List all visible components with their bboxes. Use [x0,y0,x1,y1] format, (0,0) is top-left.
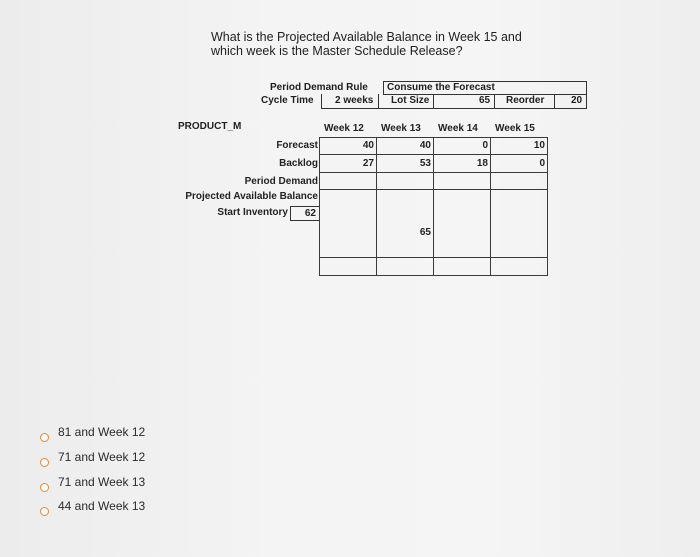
rule-border [378,94,379,109]
backlog-week13: 53 [419,158,431,169]
row-label-projected-balance: Projected Available Balance [185,191,318,202]
grid-line [490,137,491,276]
period-demand-rule-value: Consume the Forecast [387,82,495,93]
lot-size-label: Lot Size [391,95,430,106]
forecast-week13: 40 [419,140,431,151]
row-label-start-inventory: Start Inventory [217,207,288,218]
week-header: Week 13 [381,123,421,134]
answer-option-label: 71 and Week 13 [58,475,146,489]
row-label-forecast: Forecast [276,140,318,151]
rule-border [554,94,555,109]
answer-option-2[interactable] [40,450,240,470]
answer-option-label: 71 and Week 12 [58,450,146,464]
week-header: Week 12 [324,123,364,134]
answer-option-label: 81 and Week 12 [58,425,146,439]
forecast-week12: 40 [362,140,374,151]
mps-grid [319,137,548,276]
product-name: PRODUCT_M [178,121,242,132]
backlog-week12: 27 [362,158,374,169]
question-line-2: which week is the Master Schedule Release? [211,44,463,58]
answer-option-label: 44 and Week 13 [58,499,146,513]
backlog-week14: 18 [476,158,488,169]
question-line-1: What is the Projected Available Balance in Week 15 and [211,30,522,44]
week-header: Week 15 [495,123,535,134]
grid-line [547,137,548,276]
forecast-week14: 0 [482,140,488,151]
answer-option-3[interactable] [40,475,240,495]
grid-line [433,137,434,276]
cycle-time-value: 2 weeks [335,95,374,106]
radio-button-icon[interactable] [40,433,49,442]
rule-border [383,81,384,94]
cycle-time-label: Cycle Time [261,95,314,106]
rules-box [257,81,587,109]
rule-border [494,94,495,109]
radio-button-icon[interactable] [40,483,49,492]
start-inventory-cell [290,206,319,221]
reorder-value: 20 [571,95,583,106]
period-demand-rule-label: Period Demand Rule [270,82,368,93]
question-text [211,30,571,58]
msr-week13: 65 [419,227,431,238]
week-header: Week 14 [438,123,478,134]
answer-option-1[interactable] [40,425,240,445]
radio-button-icon[interactable] [40,458,49,467]
rule-border [321,94,322,109]
lot-size-value: 65 [479,95,491,106]
start-inventory-value: 62 [304,208,316,219]
radio-button-icon[interactable] [40,507,49,516]
rule-border [586,81,587,109]
row-label-backlog: Backlog [279,158,318,169]
rule-border [321,108,587,109]
row-label-period-demand: Period Demand [244,176,318,187]
rule-border [433,94,434,109]
grid-line [376,137,377,276]
backlog-week15: 0 [539,158,545,169]
answer-option-4[interactable] [40,499,240,519]
reorder-label: Reorder [506,95,545,106]
grid-line [319,137,320,276]
forecast-week15: 10 [533,140,545,151]
